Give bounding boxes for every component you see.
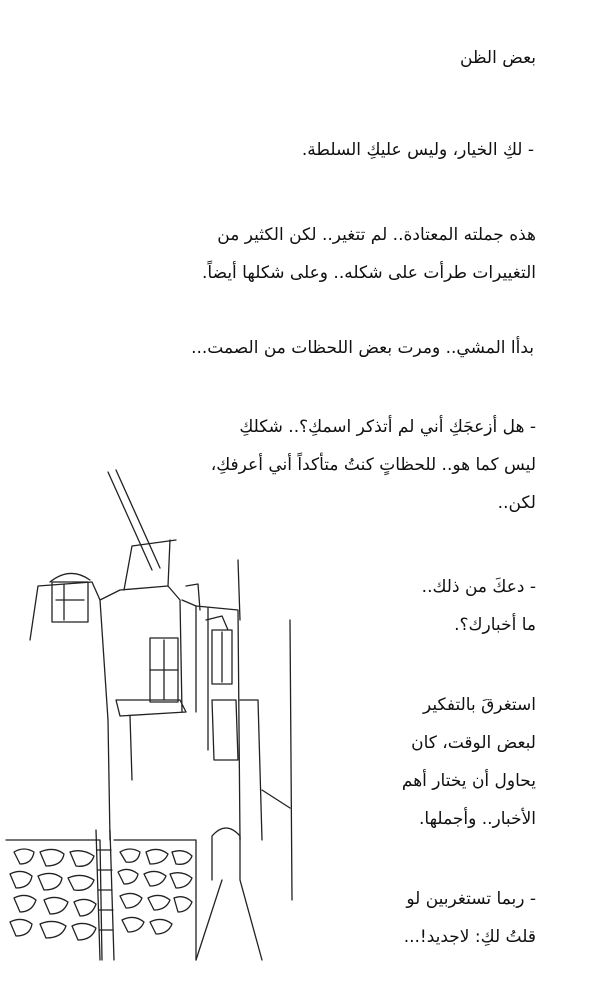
- paragraph-line: لكن..: [497, 493, 536, 513]
- paragraph-line: لبعض الوقت، كان: [411, 733, 536, 753]
- paragraph-line: الأخبار.. وأجملها.: [419, 809, 536, 829]
- paragraph-line: ما أخبارك؟.: [454, 615, 536, 635]
- narration-line: بدأا المشي.. ومرت بعض اللحظات من الصمت...: [191, 338, 534, 358]
- dialogue-paragraph: [296, 568, 536, 644]
- narration-paragraph: [276, 686, 536, 838]
- paragraph-line: يحاول أن يختار أهم: [401, 771, 536, 791]
- paragraph-line: - ربما تستغربين لو: [406, 889, 536, 909]
- paragraph-line: هذه جملته المعتادة.. لم تتغير.. لكن الكثير من: [217, 225, 536, 245]
- paragraph-line: قلتُ لكِ: لاجديد!...: [403, 927, 536, 947]
- narration-paragraph: [36, 216, 536, 292]
- paragraph-line: ليس كما هو.. للحظاتٍ كنتُ متأكداً أني أعرفكِ،: [210, 455, 536, 475]
- dialogue-paragraph: [36, 408, 536, 522]
- paragraph-line: - دعكَ من ذلك..: [421, 577, 536, 597]
- paragraph-line: - هل أزعجَكِ أني لم أتذكر اسمكِ؟.. شكلكِ: [239, 417, 536, 437]
- paragraph-line: التغييرات طرأت على شكله.. وعلى شكلها أيضاً.: [202, 263, 536, 283]
- dialogue-line: - لكِ الخيار، وليس عليكِ السلطة.: [301, 140, 534, 160]
- dialogue-paragraph: [276, 880, 536, 956]
- paragraph-line: استغرقَ بالتفكير: [423, 695, 536, 715]
- chapter-title: بعض الظن: [460, 48, 536, 68]
